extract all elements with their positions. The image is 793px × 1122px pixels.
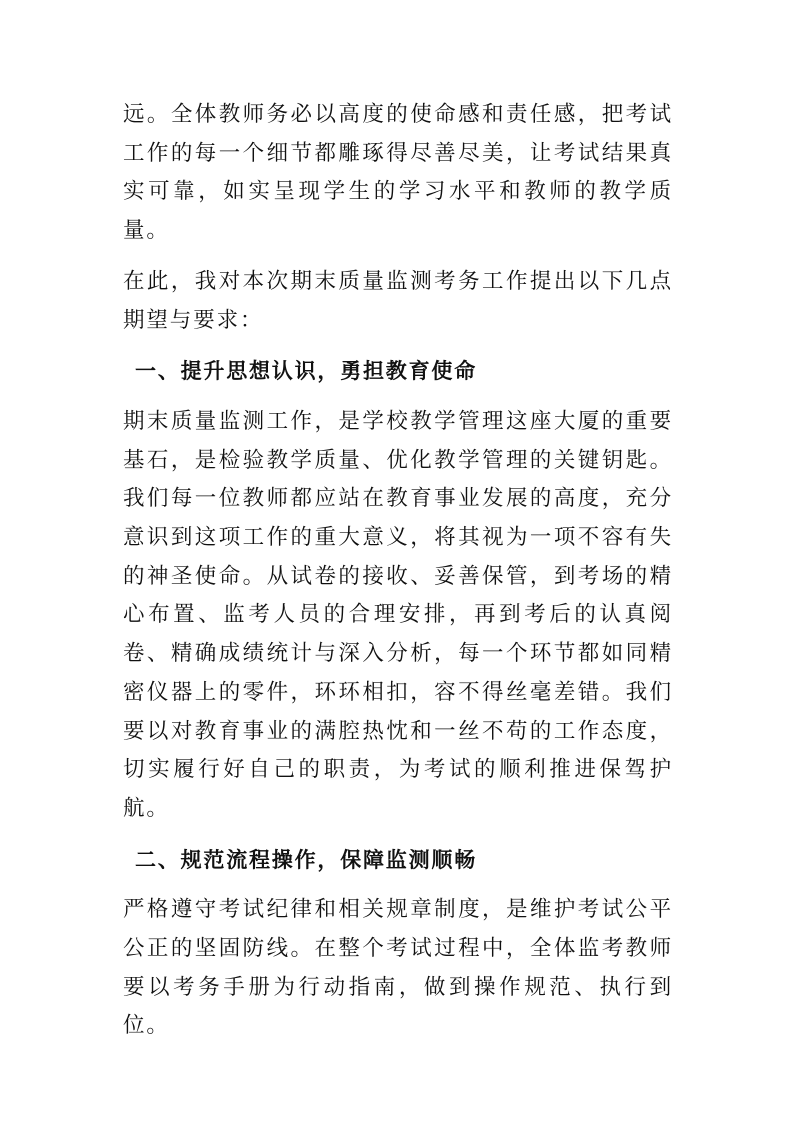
paragraph-continuation: 远。全体教师务必以高度的使命感和责任感，把考试工作的每一个细节都雕琢得尽善尽美，让考试结果真实可靠，如实呈现学生的学习水平和教师的教学质量。 xyxy=(123,102,673,244)
paragraph-section-1: 期末质量监测工作，是学校教学管理这座大厦的重要基石，是检验教学质量、优化教学管理的关键钥匙。我们每一位教师都应站在教育事业发展的高度，充分意识到这项工作的重大意义，将其视为一项不容有失的神圣使命。从试卷的接收、妥善保管，到考场的精心布置、监考人员的合理安排，再到考后的认真阅卷、精确成绩统计与深入分析，每一个环节都如同精密仪器上的零件，环环相扣，容不得丝毫差错。我们要以对教育事业的满腔热忱和一丝不苟的工作态度，切实履行好自己的职责，为考试的顺利推进保驾护航。 xyxy=(123,408,673,821)
document-body xyxy=(123,96,673,1058)
paragraph-section-2: 严格遵守考试纪律和相关规章制度，是维护考试公平公正的坚固防线。在整个考试过程中，全体监考教师要以考务手册为行动指南，做到操作规范、执行到位。 xyxy=(123,897,673,1039)
section-heading-1: 一、提升思想认识，勇担教育使命 xyxy=(135,359,477,384)
paragraph-intro-requirements: 在此，我对本次期末质量监测考务工作提出以下几点期望与要求： xyxy=(123,268,673,333)
section-heading-2: 二、规范流程操作，保障监测顺畅 xyxy=(135,847,477,872)
